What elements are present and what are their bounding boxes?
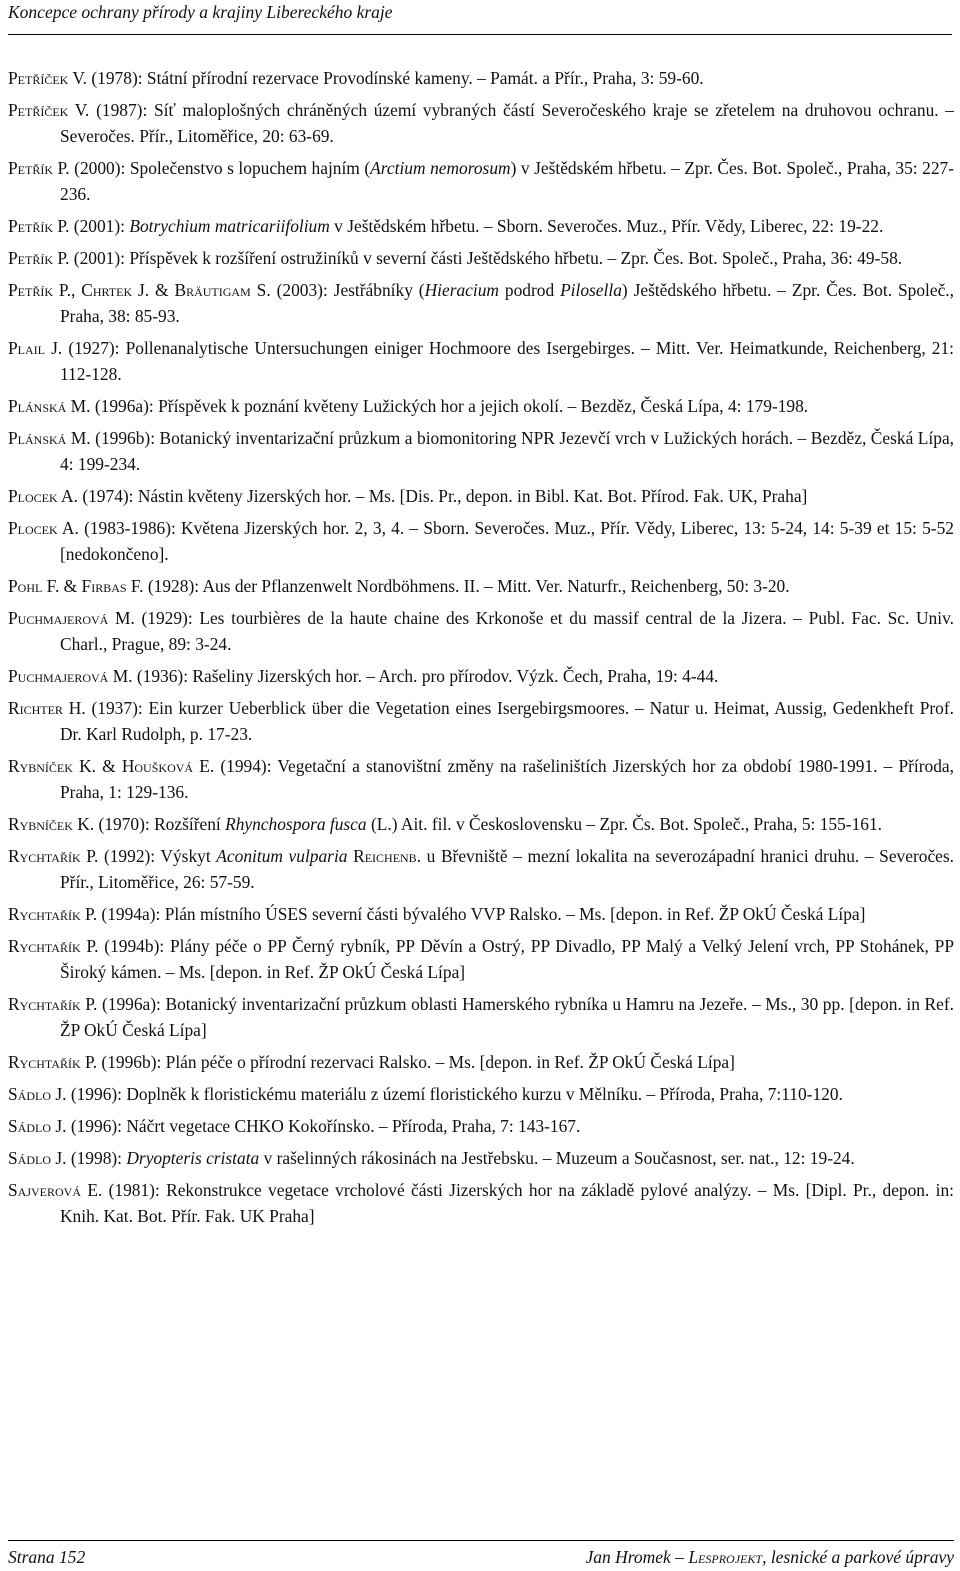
reference-entry (8, 573, 954, 599)
reference-entry (8, 933, 954, 985)
page-footer (8, 1540, 954, 1571)
reference-entry (8, 277, 954, 329)
reference-taxon: Pilosella (560, 280, 622, 300)
reference-author: Rychtařík P. (8, 904, 98, 924)
reference-author: Plánská M. (8, 428, 91, 448)
reference-author: Rybníček K. & Houšková E. (8, 756, 215, 776)
reference-entry (8, 1177, 954, 1229)
reference-entry (8, 695, 954, 747)
reference-author: Petřík P., Chrtek J. & Bräutigam S. (8, 280, 271, 300)
reference-author: Richter H. (8, 698, 86, 718)
reference-text: ) v Ještědském hřbetu. – Zpr. Čes. Bot. Společ., Praha, 35: 227-236. (60, 158, 954, 204)
reference-text: (1987): Síť maloplošných chráněných území vybraných částí Severočeského kraje se zřetelem na druhovou ochranu. – Severočes. Přír., Litoměřice, 20: 63-69. (60, 100, 955, 146)
reference-entry (8, 155, 954, 207)
reference-text: (1927): Pollenanalytische Untersuchungen einiger Hochmoore des Isergebirges. – Mitt. Ver. Heimatkunde, Reichenberg, 21: 112-128. (60, 338, 954, 384)
reference-text: (1996a): Příspěvek k poznání květeny Lužických hor a jejich okolí. – Bezděz, Česká Lípa, 4: 179-198. (90, 396, 809, 416)
reference-author: Puchmajerová M. (8, 666, 133, 686)
reference-text: (1928): Aus der Pflanzenwelt Nordböhmens. II. – Mitt. Ver. Naturfr., Reichenberg, 50: 3-20. (143, 576, 790, 596)
reference-text: (1996a): Botanický inventarizační průzkum oblasti Hamerského rybníka u Hamru na Jezeře. – Ms., 30 pp. [depon. in Ref. ŽP OkÚ Česká Lípa] (60, 994, 954, 1040)
reference-text: (2001): (69, 216, 130, 236)
reference-entry (8, 843, 954, 895)
reference-text: v rašelinných rákosinách na Jestřebsku. – Muzeum a Současnost, ser. nat., 12: 19-24. (259, 1148, 855, 1168)
reference-text: (L.) Ait. fil. v Československu – Zpr. Čs. Bot. Společ., Praha, 5: 155-161. (366, 814, 883, 834)
reference-text: (1996b): Botanický inventarizační průzkum a biomonitoring NPR Jezevčí vrch v Lužických horách. – Bezděz, Česká Lípa, 4: 199-234. (60, 428, 955, 474)
reference-text: (1981): Rekonstrukce vegetace vrcholové části Jizerských hor na základě pylové analýzy. – Ms. [Dipl. Pr., depon. in: Knih. Kat. Bot. Přír. Fak. UK Praha] (60, 1180, 955, 1226)
reference-text: (1974): Nástin květeny Jizerských hor. – Ms. [Dis. Pr., depon. in Bibl. Kat. Bot. Přírod. Fak. UK, Praha] (77, 486, 808, 506)
reference-taxon: Dryopteris cristata (126, 1148, 260, 1168)
footer-credit (585, 1543, 954, 1571)
reference-text: (2001): Příspěvek k rozšíření ostružiníků v severní části Ještědského hřbetu. – Zpr. Čes. Bot. Společ., Praha, 36: 49-58. (69, 248, 903, 268)
page-number: Strana 152 (8, 1547, 86, 1567)
reference-entry (8, 335, 954, 387)
reference-author: Puchmajerová M. (8, 608, 135, 628)
page-header (8, 0, 952, 35)
reference-author: Plánská M. (8, 396, 91, 416)
reference-text: (1936): Rašeliny Jizerských hor. – Arch. pro přírodov. Výzk. Čech, Praha, 19: 4-44. (132, 666, 719, 686)
reference-text: (1996): Doplněk k floristickému materiálu z území floristického kurzu v Mělníku. – Příroda, Praha, 7:110-120. (66, 1084, 843, 1104)
reference-text: (1978): Státní přírodní rezervace Provodínské kameny. – Památ. a Přír., Praha, 3: 59-60. (87, 68, 704, 88)
reference-author: Rychtařík P. (8, 1052, 98, 1072)
reference-author: Petřík P. (8, 158, 70, 178)
reference-author: Rychtařík P. (8, 936, 99, 956)
reference-author: Reichenb. (353, 846, 422, 866)
reference-entry (8, 1113, 954, 1139)
reference-text: (1929): Les tourbières de la haute chaine des Krkonoše et du massif central de la Jizera. – Publ. Fac. Sc. Univ. Charl., Prague, 89: 3-24. (60, 608, 954, 654)
reference-taxon: Hieracium (424, 280, 499, 300)
reference-entry (8, 483, 954, 509)
reference-text: v Ještědském hřbetu. – Sborn. Severočes. Muz., Přír. Vědy, Liberec, 22: 19-22. (329, 216, 884, 236)
reference-text: (1992): Výskyt (98, 846, 217, 866)
reference-entry (8, 515, 954, 567)
reference-text: (1998): (66, 1148, 127, 1168)
reference-entry (8, 425, 954, 477)
reference-author: Plocek A. (8, 486, 78, 506)
reference-entry (8, 753, 954, 805)
reference-entry (8, 97, 954, 149)
reference-author: Sádlo J. (8, 1084, 67, 1104)
reference-list (8, 65, 954, 1235)
reference-author: Plocek A. (8, 518, 79, 538)
reference-author: Petříček V. (8, 100, 90, 120)
reference-author: Petřík P. (8, 216, 70, 236)
reference-entry (8, 1049, 954, 1075)
page-header-title: Koncepce ochrany přírody a krajiny Libereckého kraje (8, 2, 393, 22)
reference-entry (8, 811, 954, 837)
reference-entry (8, 901, 954, 927)
reference-entry (8, 393, 954, 419)
reference-author: Sádlo J. (8, 1116, 67, 1136)
reference-text: (1937): Ein kurzer Ueberblick über die Vegetation eines Isergebirgsmoores. – Natur u. Heimat, Aussig, Gedenkheft Prof. Dr. Karl Rudolph, p. 17-23. (60, 698, 954, 744)
reference-text: (1996b): Plán péče o přírodní rezervaci Ralsko. – Ms. [depon. in Ref. ŽP OkÚ Česká Lípa] (97, 1052, 735, 1072)
reference-text: ) Ještědského hřbetu. – Zpr. Čes. Bot. Společ., Praha, 38: 85-93. (60, 280, 954, 326)
reference-taxon: Arctium nemorosum (370, 158, 511, 178)
reference-text: podrod (498, 280, 561, 300)
reference-text: (1970): Rozšíření (94, 814, 226, 834)
reference-taxon: Botrychium matricariifolium (129, 216, 330, 236)
reference-entry (8, 213, 954, 239)
reference-entry (8, 65, 954, 91)
reference-entry (8, 991, 954, 1043)
reference-taxon: Rhynchospora fusca (225, 814, 367, 834)
reference-author: Sádlo J. (8, 1148, 67, 1168)
reference-text: (1994): Vegetační a stanovištní změny na rašeliništích Jizerských hor za období 1980-1991. – Příroda, Praha, 1: 129-136. (60, 756, 954, 802)
reference-author: Plail J. (8, 338, 63, 358)
reference-text: (1996): Náčrt vegetace CHKO Kokořínsko. – Příroda, Praha, 7: 143-167. (66, 1116, 581, 1136)
reference-entry (8, 663, 954, 689)
reference-author: Pohl F. & Firbas F. (8, 576, 144, 596)
reference-entry (8, 245, 954, 271)
reference-text: (1994a): Plán místního ÚSES severní části bývalého VVP Ralsko. – Ms. [depon. in Ref. ŽP OkÚ Česká Lípa] (97, 904, 866, 924)
reference-text: u Břevniště – mezní lokalita na severozápadní hranici druhu. – Severočes. Přír., Litoměřice, 26: 57-59. (60, 846, 954, 892)
footer-suffix: , lesnické a parkové úpravy (762, 1547, 954, 1567)
reference-text: (1994b): Plány péče o PP Černý rybník, PP Děvín a Ostrý, PP Divadlo, PP Malý a Velký Jelení vrch, PP Stohánek, PP Široký kámen. – Ms. [depon. in Ref. ŽP OkÚ Česká Lípa] (60, 936, 954, 982)
footer-author: Jan Hromek – (585, 1547, 689, 1567)
reference-text: (1983-1986): Květena Jizerských hor. 2, 3, 4. – Sborn. Severočes. Muz., Přír. Vědy, Liberec, 13: 5-24, 14: 5-39 et 15: 5-52 [nedokončeno]. (60, 518, 954, 564)
reference-author: Rybníček K. (8, 814, 95, 834)
reference-text: (2000): Společenstvo s lopuchem hajním ( (69, 158, 371, 178)
reference-taxon: Aconitum vulparia (216, 846, 348, 866)
reference-author: Rychtařík P. (8, 846, 99, 866)
reference-author: Rychtařík P. (8, 994, 98, 1014)
reference-author: Petříček V. (8, 68, 88, 88)
footer-organization: Lesprojekt (688, 1547, 763, 1567)
reference-entry (8, 1145, 954, 1171)
reference-author: Sajverová E. (8, 1180, 103, 1200)
reference-entry (8, 605, 954, 657)
reference-text: (2003): Jestřábníky ( (270, 280, 425, 300)
reference-author: Petřík P. (8, 248, 70, 268)
reference-entry (8, 1081, 954, 1107)
